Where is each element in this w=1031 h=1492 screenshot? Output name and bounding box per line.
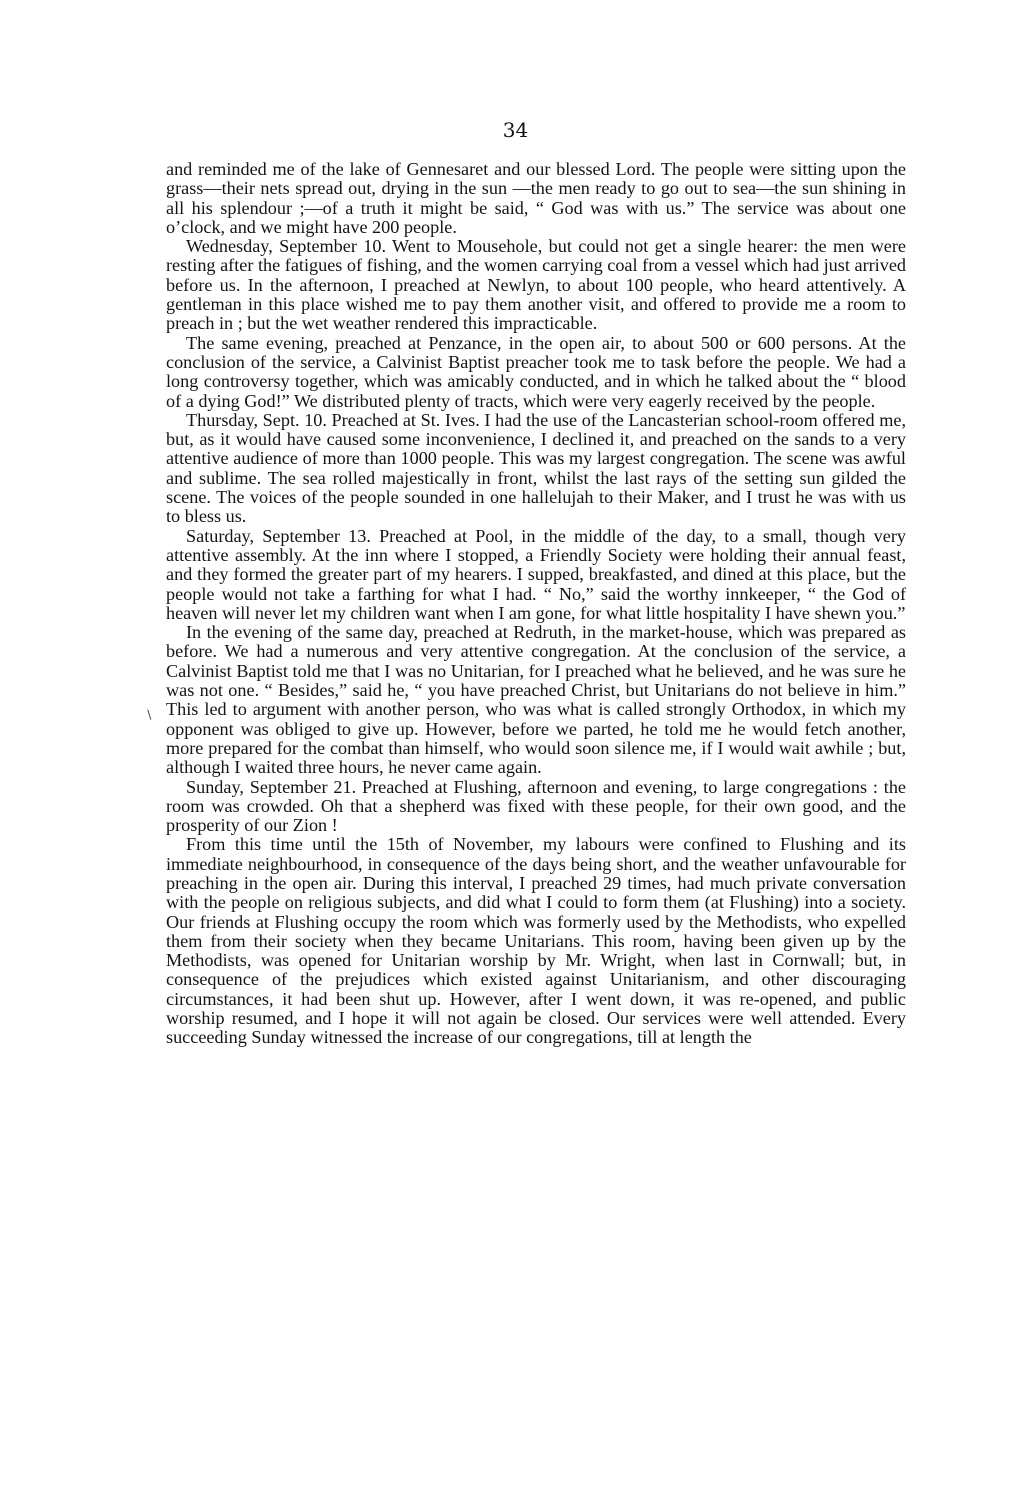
page-number: 34: [502, 118, 529, 142]
paragraph-penzance-evening: The same evening, preached at Penzance, in the open air, to about 500 or 600 persons. At the conclusion of the service, a Calvinist Baptist preacher took me to task before the people. We had a long controversy together, which was amicably conducted, and in which he talked about the “ blood of a dying God!” We distributed plenty of tracts, which were very eagerly received by the people.: [166, 332, 906, 411]
paragraph-thursday-st-ives: Thursday, Sept. 10. Preached at St. Ives. I had the use of the Lancasterian school-room offered me, but, as it would have caused some inconvenience, I declined it, and preached on the sands to a very attentive audience of more than 1000 people. This was my largest congregation. The scene was awful and sublime. The sea rolled majestically in front, whilst the last rays of the setting sun gilded the scene. The voices of the people sounded in one hallelujah to their Maker, and I trust he was with us to bless us.: [166, 409, 906, 527]
paragraph-sunday-flushing: Sunday, September 21. Preached at Flushing, afternoon and evening, to large congregations : the room was crowded. Oh that a shepherd was fixed with these people, for their own good, and the prosperity of our Zion !: [166, 776, 906, 836]
paragraph-wednesday-sept-10: Wednesday, September 10. Went to Mousehole, but could not get a single hearer: the men were resting after the fatigues of fishing, and the women carrying coal from a vessel which had just arrived before us. In the afternoon, I preached at Newlyn, to about 100 people, who heard attentively. A gentleman in this place wished me to pay them another visit, and offered to provide me a room to preach in ; but the wet weather rendered this impracticable.: [166, 236, 906, 334]
paragraph-saturday-pool: Saturday, September 13. Preached at Pool, in the middle of the day, to a small, though very attentive assembly. At the inn where I stopped, a Friendly Society were holding their annual feast, and they formed the greater part of my hearers. I supped, breakfasted, and dined at this place, but the people would not take a farthing for what I had. “ No,” said the worthy innkeeper, “ the God of heaven will never let my children want when I am gone, for what little hospitality I have shewn you.”: [166, 525, 906, 623]
paragraph-redruth-evening: In the evening of the same day, preached at Redruth, in the market-house, which was prepared as before. We had a numerous and very attentive congregation. At the conclusion of the service, a Calvinist Baptist told me that I was no Unitarian, for I preached what he believed, and he was sure he was not one. “ Besides,” said he, “ you have preached Christ, but Unitarians do not believe in him.” This led to argument with another person, who was what is called strongly Orthodox, in which my opponent was obliged to give up. However, before we parted, he told me he would fetch another, more prepared for the combat than himself, who would soon silence me, if I would wait awhile ; but, although I waited three hours, he never came again.: [166, 622, 906, 778]
paragraph-continuation: and reminded me of the lake of Gennesaret and our blessed Lord. The people were sitting upon the grass—their nets spread out, drying in the sun —the men ready to go out to sea—the sun shining in all his splendour ;—of a truth it might be said, “ God was with us.” The service was about one o’clock, and we might have 200 people.: [166, 159, 906, 237]
body-text: [166, 160, 906, 1048]
paragraph-november-labours: From this time until the 15th of November, my labours were confined to Flushing and its immediate neighbourhood, in consequence of the days being short, and the weather unfavourable for preaching in the open air. During this interval, I preached 29 times, had much private conversation with the people on religious subjects, and did what I could to form them (at Flushing) into a society. Our friends at Flushing occupy the room which was formerly used by the Methodists, who expelled them from their society when they became Unitarians. This room, having been given up by the Methodists, was opened for Unitarian worship by Mr. Wright, when last in Cornwall; but, in consequence of the prejudices which existed against Unitarianism, and other discouraging circumstances, it had been shut up. However, after I went down, it was re-opened, and public worship resumed, and I hope it will not again be closed. Our services were well attended. Every succeeding Sunday witnessed the increase of our congregations, till at length the: [166, 834, 906, 1048]
margin-mark: ∖: [145, 708, 153, 722]
